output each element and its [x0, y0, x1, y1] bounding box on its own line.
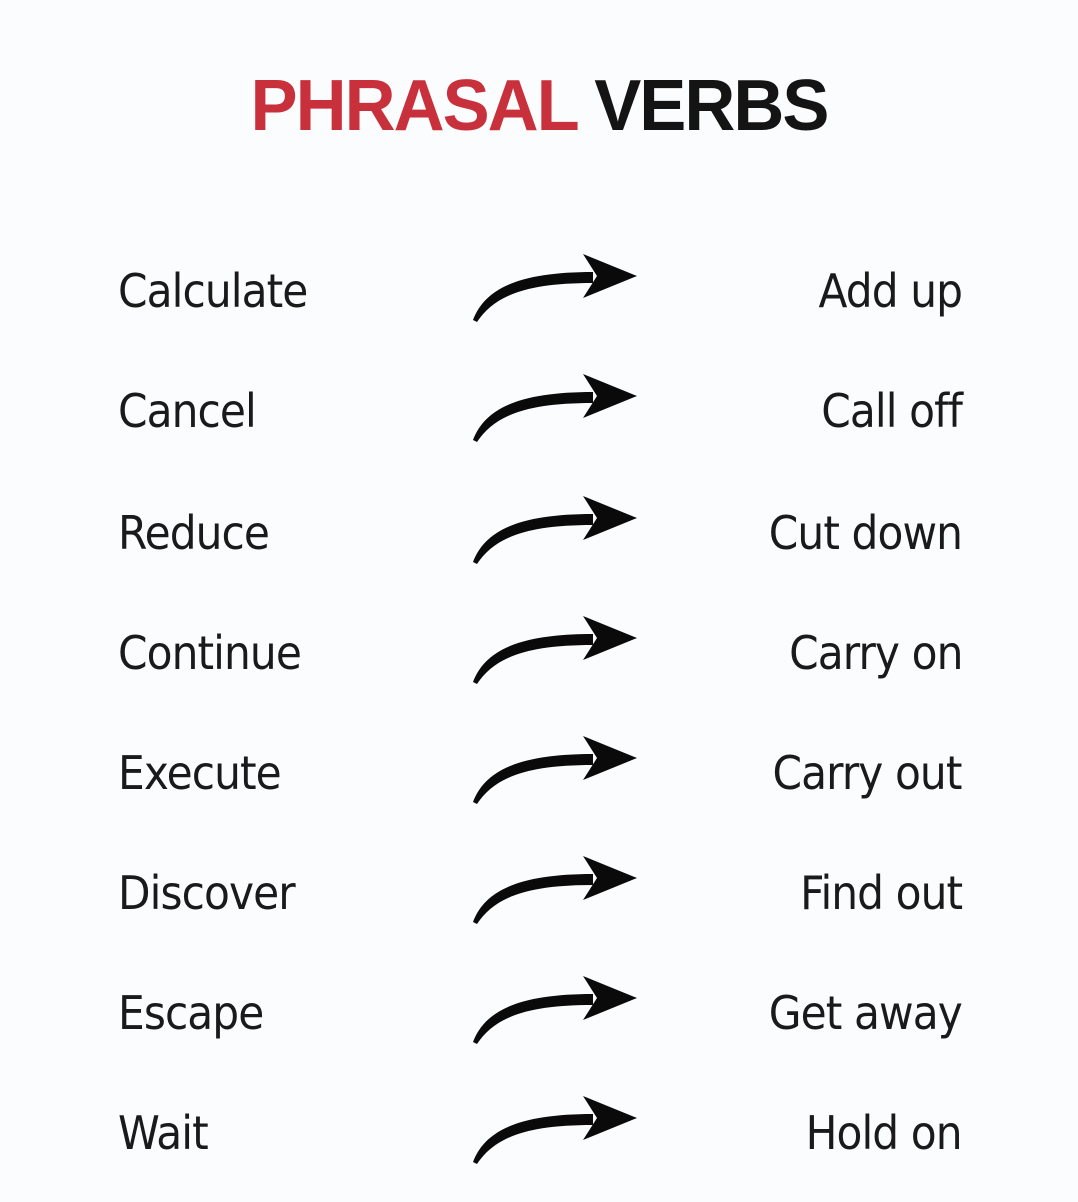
- list-item: [0, 250, 1078, 360]
- title-word-verbs: VERBS: [594, 66, 828, 146]
- verb-label: Calculate: [118, 264, 308, 318]
- list-item: [0, 732, 1078, 842]
- page-title: [11, 66, 1067, 146]
- phrasal-label: Cut down: [768, 506, 962, 560]
- list-item: [0, 370, 1078, 480]
- arrow-icon: [465, 972, 645, 1052]
- arrow-icon: [465, 1092, 645, 1172]
- list-item: [0, 492, 1078, 602]
- verb-label: Wait: [118, 1106, 208, 1160]
- verb-label: Cancel: [118, 384, 256, 438]
- list-item: [0, 612, 1078, 722]
- list-item: [0, 972, 1078, 1082]
- verb-label: Discover: [118, 866, 295, 920]
- phrasal-label: Find out: [799, 866, 962, 920]
- verb-label: Execute: [118, 746, 281, 800]
- verb-label: Continue: [118, 626, 301, 680]
- title-word-phrasal: PHRASAL: [250, 66, 577, 146]
- verb-label: Escape: [118, 986, 264, 1040]
- verb-label: Reduce: [118, 506, 270, 560]
- list-item: [0, 1092, 1078, 1202]
- arrow-icon: [465, 852, 645, 932]
- arrow-icon: [465, 612, 645, 692]
- phrasal-label: Get away: [768, 986, 962, 1040]
- list-item: [0, 852, 1078, 962]
- arrow-icon: [465, 370, 645, 450]
- phrasal-label: Carry on: [788, 626, 962, 680]
- arrow-icon: [465, 732, 645, 812]
- phrasal-label: Call off: [821, 384, 962, 438]
- arrow-icon: [465, 250, 645, 330]
- phrasal-label: Hold on: [805, 1106, 962, 1160]
- arrow-icon: [465, 492, 645, 572]
- phrasal-label: Carry out: [772, 746, 962, 800]
- phrasal-label: Add up: [818, 264, 962, 318]
